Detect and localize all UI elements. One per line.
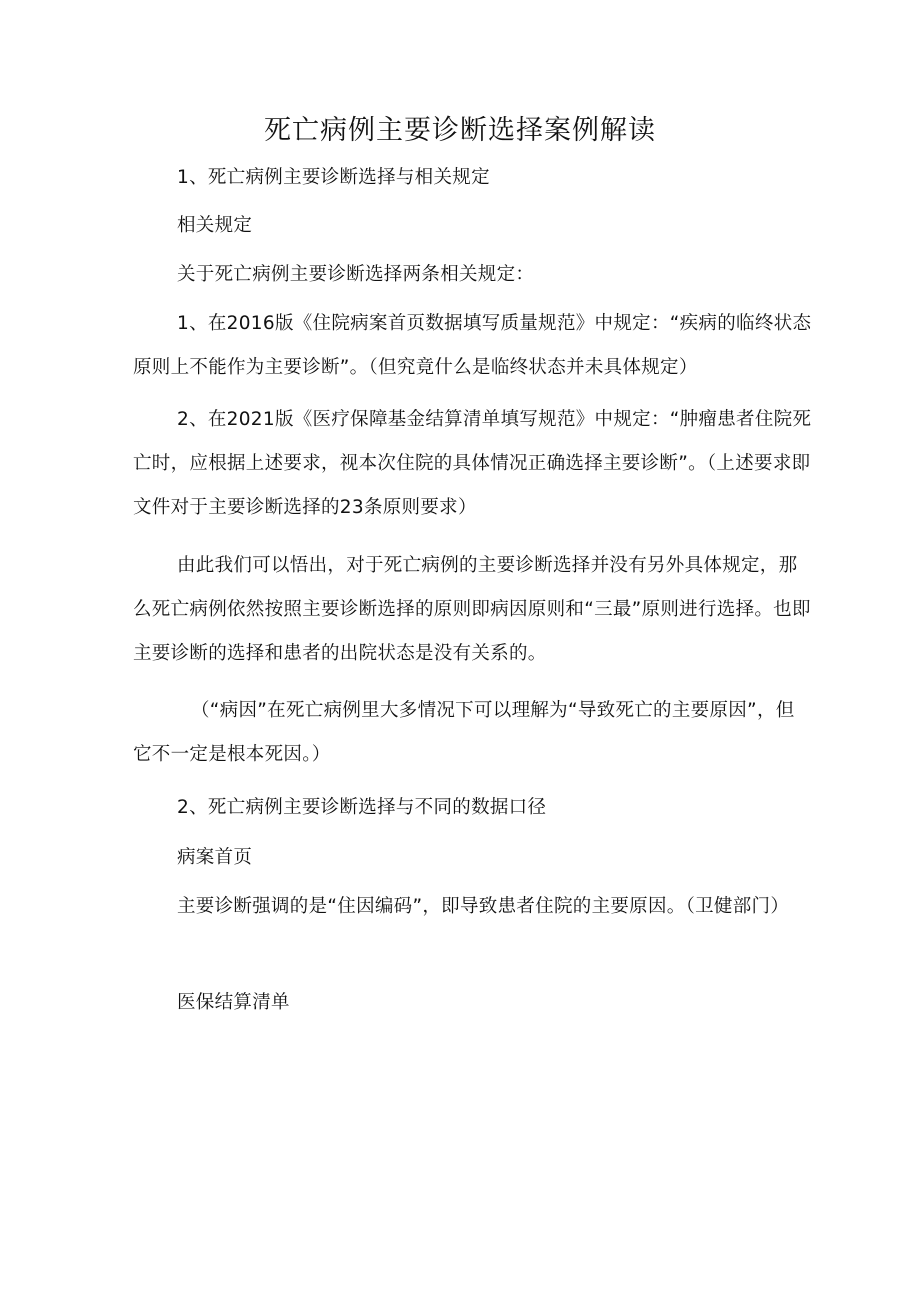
paragraph-conclusion: 由此我们可以悟出，对于死亡病例的主要诊断选择并没有另外具体规定，那么死亡病例依然按照主要诊断选择的原则即病因原则和“三最”原则进行选择。也即主要诊断的选择和患者的出院状态是没有关系的。 bbox=[133, 555, 811, 664]
document-title: 死亡病例主要诊断选择案例解读 bbox=[264, 115, 656, 146]
paragraph-main-diagnosis: 主要诊断强调的是“住因编码”，即导致患者住院的主要原因。（卫健部门） bbox=[177, 896, 790, 917]
subheading-insurance-list: 医保结算清单 bbox=[177, 992, 290, 1013]
subheading-related-rules: 相关规定 bbox=[177, 215, 253, 236]
paragraph-rules-intro: 关于死亡病例主要诊断选择两条相关规定： bbox=[177, 264, 535, 285]
subheading-medical-record: 病案首页 bbox=[177, 847, 253, 868]
section-heading-2: 2、死亡病例主要诊断选择与不同的数据口径 bbox=[177, 797, 547, 818]
paragraph-rule-2021: 2、在2021版《医疗保障基金结算清单填写规范》中规定：“肿瘤患者住院死亡时，应根据上述要求，视本次住院的具体情况正确选择主要诊断”。（上述要求即文件对于主要诊断选择的23条原则要求） bbox=[133, 409, 812, 518]
section-heading-1: 1、死亡病例主要诊断选择与相关规定 bbox=[177, 167, 490, 188]
paragraph-rule-2016: 1、在2016版《住院病案首页数据填写质量规范》中规定：“疾病的临终状态原则上不能作为主要诊断”。（但究竟什么是临终状态并未具体规定） bbox=[133, 313, 812, 378]
paragraph-cause-note: （“病因”在死亡病例里大多情况下可以理解为“导致死亡的主要原因”，但它不一定是根本死因。） bbox=[133, 700, 795, 765]
